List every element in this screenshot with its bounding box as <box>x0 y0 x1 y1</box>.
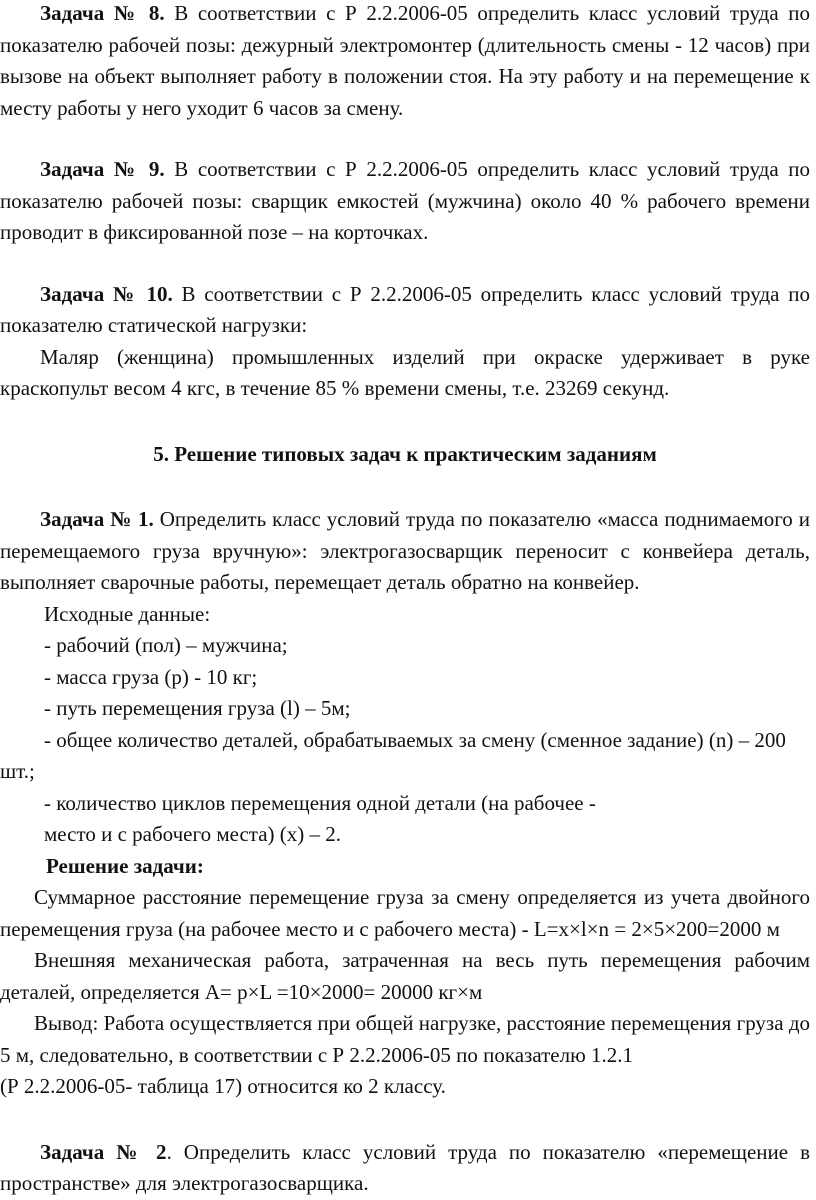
solved-task-1-paragraph <box>0 504 810 599</box>
solved-task-2-label: Задача № 2 <box>40 1139 167 1164</box>
given-item-sex: - рабочий (пол) – мужчина; <box>44 633 288 657</box>
given-item-path: - путь перемещения груза (l) – 5м; <box>44 696 351 720</box>
task-8-text: В соответствии с Р 2.2.2006-05 определить класс условий труда по показателю рабочей позы: дежурный электромонтер (длительность смены - 12 часов) при вызове на объект выполняет работу в положении стоя. На эту работу и на перемещение к месту работы у него уходит 6 часов за смену. <box>0 1 810 120</box>
solved-task-1-label: Задача № 1. <box>40 507 154 531</box>
solved-task-2-paragraph <box>0 1137 810 1200</box>
task-10-label: Задача № 10. <box>40 281 173 306</box>
task-8-paragraph <box>0 0 810 124</box>
solved-task-2-text: . Определить класс условий труда по показателю «перемещение в пространстве» для электрогазосварщика. <box>0 1139 811 1195</box>
solution-conclusion-reference: (Р 2.2.2006-05- таблица 17) относится ко 2 классу. <box>0 1074 446 1098</box>
given-item-mass: - масса груза (p) - 10 кг; <box>44 664 258 689</box>
solution-conclusion-paragraph: Вывод: Работа осуществляется при общей нагрузке, расстояние перемещения груза до 5 м, следовательно, в соответствии с Р 2.2.2006-05 по показателю 1.2.1 <box>0 1011 810 1067</box>
solution-label: Решение задачи: <box>46 853 204 878</box>
given-item-count: - общее количество деталей, обрабатываемых за смену (сменное задание) (n) – 200 шт.; <box>0 727 786 783</box>
given-item-cycles-line-2: место и с рабочего места) (x) – 2. <box>44 822 342 846</box>
task-8-label: Задача № 8. <box>40 1 165 25</box>
task-9-label: Задача № 9. <box>40 157 165 181</box>
task-10-text: В соответствии с Р 2.2.2006-05 определить класс условий труда по показателю статической нагрузки: <box>0 281 810 337</box>
solution-work-paragraph: Внешняя механическая работа, затраченная на весь путь перемещения рабочим деталей, определяется А= p×L =10×2000= 20000 кг×м <box>0 948 810 1004</box>
task-9-paragraph <box>0 154 810 249</box>
solved-task-1-text: Определить класс условий труда по показателю «масса поднимаемого и перемещаемого груза вручную»: электрогазосварщик переносит с конвейера деталь, выполняет сварочные работы, перемещает деталь обратно на конвейер. <box>0 507 811 594</box>
task-9-text: В соответствии с Р 2.2.2006-05 определить класс условий труда по показателю рабочей позы: сварщик емкостей (мужчина) около 40 % рабочего времени проводит в фиксированной позе – на корточках. <box>0 157 810 244</box>
task-10-detail: Маляр (женщина) промышленных изделий при окраске удерживает в руке краскопульт весом 4 кгс, в течение 85 % времени смены, т.е. 23269 секунд. <box>0 344 810 400</box>
section-5-heading: 5. Решение типовых задач к практическим заданиям <box>153 441 657 466</box>
task-10-paragraph <box>0 279 810 342</box>
solution-label-paragraph <box>0 851 810 883</box>
solution-distance-paragraph: Суммарное расстояние перемещение груза за смену определяется из учета двойного перемещения груза (на рабочее место и с рабочего места) - L=x×l×n = 2×5×200=2000 м <box>0 885 810 941</box>
given-item-cycles-line-1: - количество циклов перемещения одной детали (на рабочее - <box>44 790 596 815</box>
given-data-label: Исходные данные: <box>44 601 211 626</box>
